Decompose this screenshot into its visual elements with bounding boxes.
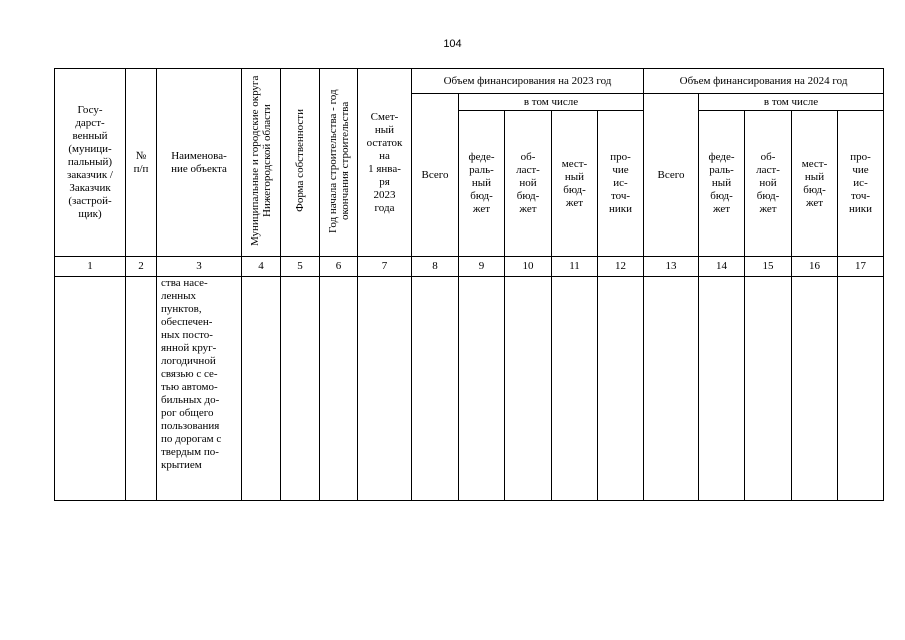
header-other-2024: про- чие ис- точ- ники xyxy=(838,111,884,257)
financing-table xyxy=(54,68,884,501)
header-local-2024: мест- ный бюд- жет xyxy=(792,111,838,257)
column-number: 17 xyxy=(838,257,884,277)
header-number: № п/п xyxy=(126,69,157,257)
header-ownership-cell xyxy=(281,69,320,257)
column-number: 15 xyxy=(745,257,792,277)
header-regional-2023: об- ласт- ной бюд- жет xyxy=(505,111,552,257)
table-row xyxy=(55,277,884,501)
header-other-2023: про- чие ис- точ- ники xyxy=(598,111,644,257)
column-number: 10 xyxy=(505,257,552,277)
header-total-2024: Всего xyxy=(644,94,699,257)
column-number: 5 xyxy=(281,257,320,277)
column-number: 13 xyxy=(644,257,699,277)
table-cell xyxy=(55,277,126,501)
header-federal-2023: феде- раль- ный бюд- жет xyxy=(459,111,505,257)
table-cell xyxy=(459,277,505,501)
column-number: 12 xyxy=(598,257,644,277)
header-regional-2024: об- ласт- ной бюд- жет xyxy=(745,111,792,257)
header-fin-2023: Объем финансирования на 2023 год xyxy=(412,69,644,94)
page-number: 104 xyxy=(443,38,462,50)
table-cell xyxy=(644,277,699,501)
column-number: 9 xyxy=(459,257,505,277)
header-including-2023: в том числе xyxy=(459,94,644,111)
column-number: 6 xyxy=(320,257,358,277)
header-municipal-cell xyxy=(242,69,281,257)
table-cell xyxy=(412,277,459,501)
column-number: 8 xyxy=(412,257,459,277)
object-name-cell: ства насе- ленных пунктов, обеспечен- ных посто- янной круг- логодичной связью с се- тью автомо- бильных до- рог общего пользования по дорогам с твердым по- крытием xyxy=(157,277,242,501)
header-customer: Госу- дарст- венный (муници- пальный) заказчик / Заказчик (застрой- щик) xyxy=(55,69,126,257)
header-estimate: Смет- ный остаток на 1 янва- ря 2023 года xyxy=(358,69,412,257)
header-federal-2024: феде- раль- ный бюд- жет xyxy=(699,111,745,257)
header-fin-2024: Объем финансирования на 2024 год xyxy=(644,69,884,94)
table-cell xyxy=(838,277,884,501)
table-cell xyxy=(505,277,552,501)
table-cell xyxy=(126,277,157,501)
header-object-name: Наименова- ние объекта xyxy=(157,69,242,257)
table-cell xyxy=(792,277,838,501)
header-including-2024: в том числе xyxy=(699,94,884,111)
column-number: 7 xyxy=(358,257,412,277)
column-number-row xyxy=(55,257,884,277)
column-number: 4 xyxy=(242,257,281,277)
table-cell xyxy=(699,277,745,501)
header-ownership: Форма собственности xyxy=(294,109,306,212)
table-cell xyxy=(242,277,281,501)
table-cell xyxy=(320,277,358,501)
table-cell xyxy=(358,277,412,501)
column-number: 1 xyxy=(55,257,126,277)
header-local-2023: мест- ный бюд- жет xyxy=(552,111,598,257)
column-number: 11 xyxy=(552,257,598,277)
header-years: Год начала строительства - год окончания строительства xyxy=(326,88,351,233)
table-cell xyxy=(745,277,792,501)
header-municipal: Муниципальные и городские округа Нижегородской области xyxy=(249,75,273,246)
header-years-cell xyxy=(320,69,358,257)
column-number: 16 xyxy=(792,257,838,277)
table-cell xyxy=(552,277,598,501)
column-number: 14 xyxy=(699,257,745,277)
column-number: 3 xyxy=(157,257,242,277)
table-cell xyxy=(281,277,320,501)
table-cell xyxy=(598,277,644,501)
column-number: 2 xyxy=(126,257,157,277)
header-total-2023: Всего xyxy=(412,94,459,257)
